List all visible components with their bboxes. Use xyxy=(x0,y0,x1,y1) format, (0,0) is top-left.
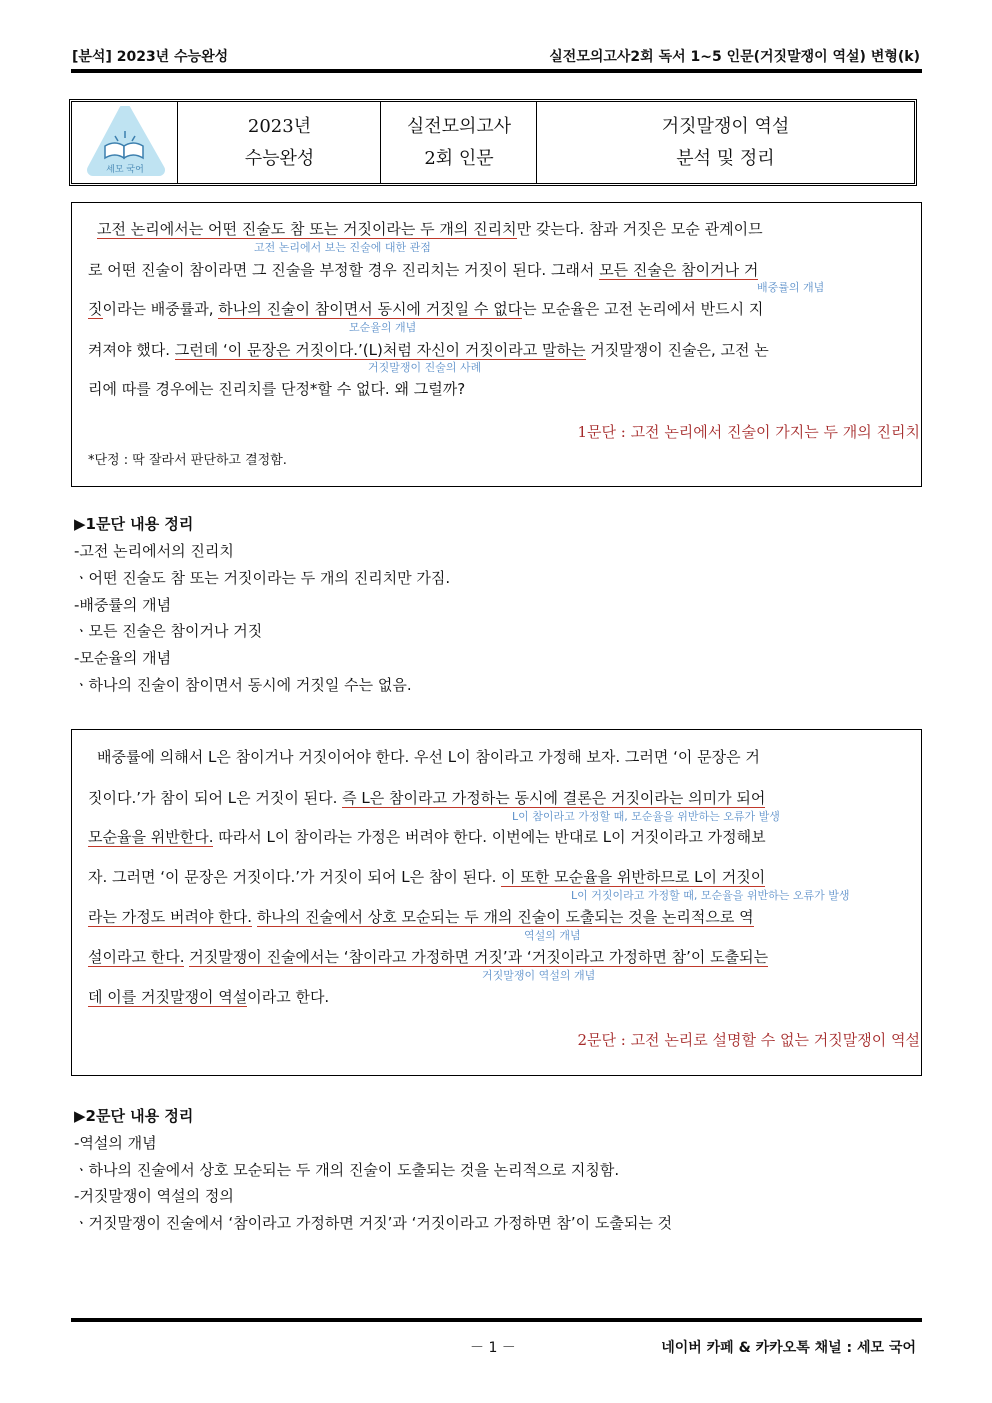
footer-rule xyxy=(71,1318,922,1322)
title-exam: 실전모의고사 xyxy=(406,115,512,137)
title-round: 2회 인문 xyxy=(424,147,494,169)
passage-1-line-1: 고전 논리에서는 어떤 진술도 참 또는 거짓이라는 두 개의 진리치만 갖는다. 참과 거짓은 모순 관계이므 xyxy=(97,220,763,238)
title-cell-year xyxy=(177,102,381,183)
section-1-item: -모순율의 개념 xyxy=(74,649,172,667)
note-paradox-concept: 역설의 개념 xyxy=(524,929,581,942)
section-1-item: ㆍ하나의 진술이 참이면서 동시에 거짓일 수는 없음. xyxy=(74,676,412,694)
section-2-item: ㆍ거짓말쟁이 진술에서 ‘참이라고 가정하면 거짓’과 ‘거짓이라고 가정하면 참’이 도출되는 것 xyxy=(74,1214,673,1232)
section-1-item: ㆍ어떤 진술도 참 또는 거짓이라는 두 개의 진리치만 가짐. xyxy=(74,569,451,587)
title-subtitle: 분석 및 정리 xyxy=(676,147,775,169)
section-1-heading: ▶1문단 내용 정리 xyxy=(74,515,194,533)
note-liar-example: 거짓말쟁이 진술의 사례 xyxy=(368,361,482,374)
passage-1-line-4: 켜져야 했다. 그런데 ‘이 문장은 거짓이다.’(L)처럼 자신이 거짓이라고 말하는 거짓말쟁이 진술은, 고전 논 xyxy=(88,341,769,359)
section-2-item: ㆍ하나의 진술에서 상호 모순되는 두 개의 진술이 도출되는 것을 논리적으로 지칭함. xyxy=(74,1161,620,1179)
header-right: 실전모의고사2회 독서 1~5 인문(거짓말쟁이 역설) 변형(k) xyxy=(549,49,920,65)
passage-1-footnote: *단정 : 딱 잘라서 판단하고 결정함. xyxy=(88,453,287,468)
title-book: 수능완성 xyxy=(244,147,315,169)
passage-2-line-7: 데 이를 거짓말쟁이 역설이라고 한다. xyxy=(88,988,330,1006)
note-excluded-middle: 배중률의 개념 xyxy=(757,281,825,294)
section-2-heading: ▶2문단 내용 정리 xyxy=(74,1107,194,1125)
page-number: － 1 － xyxy=(470,1340,516,1356)
section-1-item: -배중률의 개념 xyxy=(74,596,172,614)
section-2-item: -거짓말쟁이 역설의 정의 xyxy=(74,1187,234,1205)
note-classical-view: 고전 논리에서 보는 진술에 대한 관점 xyxy=(254,241,431,254)
header-rule xyxy=(71,69,922,73)
passage-2-line-2: 짓이다.’가 참이 되어 L은 거짓이 된다. 즉 L은 참이라고 가정하는 동시에 결론은 거짓이라는 의미가 되어 xyxy=(88,789,766,807)
footer-channel: 네이버 카페 & 카카오톡 채널 : 세모 국어 xyxy=(661,1340,916,1356)
passage-2-line-6: 설이라고 한다. 거짓말쟁이 진술에서는 ‘참이라고 가정하면 거짓’과 ‘거짓이라고 가정하면 참’이 도출되는 xyxy=(88,948,769,966)
note-liar-paradox-concept: 거짓말쟁이 역설의 개념 xyxy=(482,969,596,982)
passage-1-line-2: 로 어떤 진술이 참이라면 그 진술을 부정할 경우 진리치는 거짓이 된다. 그래서 모든 진술은 참이거나 거 xyxy=(88,261,759,279)
title-table xyxy=(69,99,917,186)
logo xyxy=(72,102,177,183)
passage-2-line-5: 라는 가정도 버려야 한다. 하나의 진술에서 상호 모순되는 두 개의 진술이 도출되는 것을 논리적으로 역 xyxy=(88,908,754,926)
passage-2-line-3: 모순율을 위반한다. 따라서 L이 참이라는 가정은 버려야 한다. 이번에는 반대로 L이 거짓이라고 가정해보 xyxy=(88,828,766,846)
passage-1-line-5: 리에 따를 경우에는 진리치를 단정*할 수 없다. 왜 그럴까? xyxy=(88,380,466,398)
title-cell-exam xyxy=(380,102,537,183)
note-non-contradiction: 모순율의 개념 xyxy=(349,321,417,334)
book-logo-icon xyxy=(83,106,167,180)
passage-2-line-4: 자. 그러면 ‘이 문장은 거짓이다.’가 거짓이 되어 L은 참이 된다. 이 또한 모순율을 위반하므로 L이 거짓이 xyxy=(88,868,766,886)
passage-1-line-3: 짓이라는 배중률과, 하나의 진술이 참이면서 동시에 거짓일 수 없다는 모순율은 고전 논리에서 반드시 지 xyxy=(88,300,764,318)
title-year: 2023년 xyxy=(247,115,312,137)
logo-text: 세모 국어 xyxy=(105,164,144,175)
paragraph-2-summary: 2문단 : 고전 논리로 설명할 수 없는 거짓말쟁이 역설 xyxy=(577,1031,920,1049)
section-1-item: ㆍ모든 진술은 참이거나 거짓 xyxy=(74,622,263,640)
section-2-item: -역설의 개념 xyxy=(74,1134,157,1152)
title-cell-topic xyxy=(536,102,914,183)
header-left: [분석] 2023년 수능완성 xyxy=(72,49,229,65)
note-true-assumption: L이 참이라고 가정할 때, 모순율을 위반하는 오류가 발생 xyxy=(512,810,780,823)
section-1-item: -고전 논리에서의 진리치 xyxy=(74,542,234,560)
title-topic: 거짓말쟁이 역설 xyxy=(661,115,790,137)
paragraph-1-summary: 1문단 : 고전 논리에서 진술이 가지는 두 개의 진리치 xyxy=(577,423,920,441)
passage-2-line-1: 배중률에 의해서 L은 참이거나 거짓이어야 한다. 우선 L이 참이라고 가정해 보자. 그러면 ‘이 문장은 거 xyxy=(97,748,760,766)
note-false-assumption: L이 거짓이라고 가정할 때, 모순율을 위반하는 오류가 발생 xyxy=(571,889,850,902)
